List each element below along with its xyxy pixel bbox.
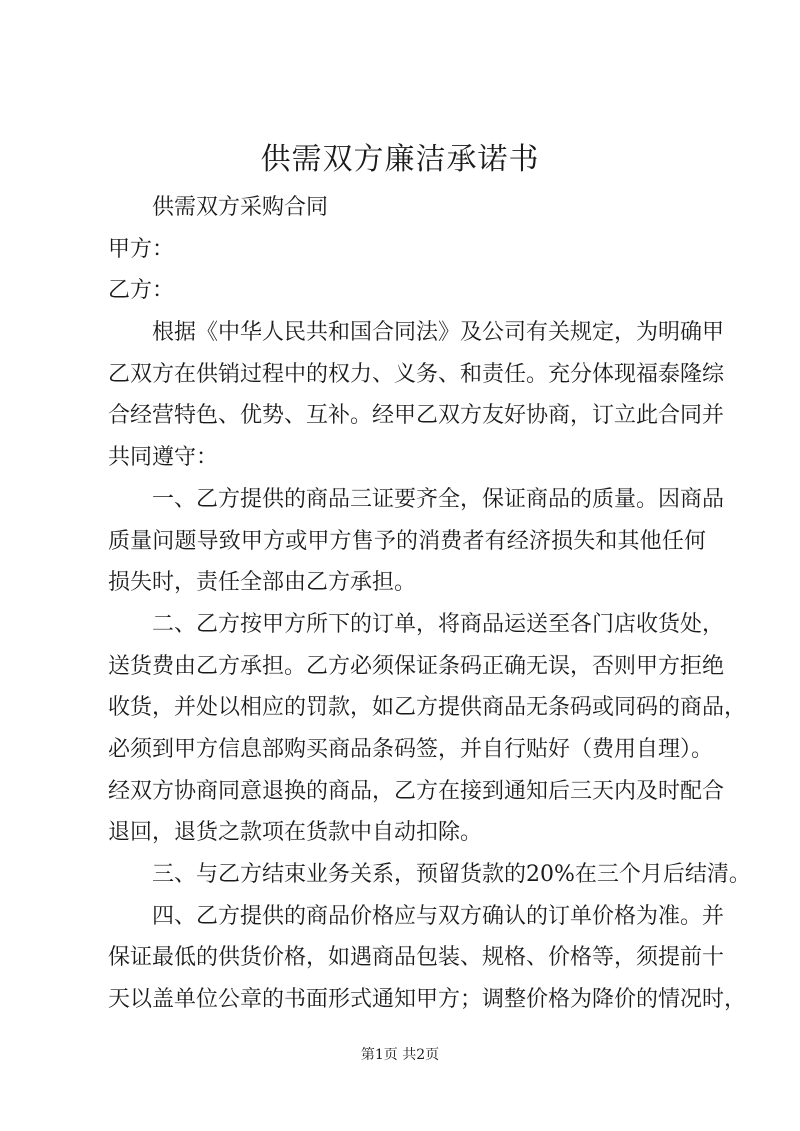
text-line: 经双方协商同意退换的商品，乙方在接到通知后三天内及时配合 [108,778,725,804]
text-line: 损失时，责任全部由乙方承担。 [108,570,417,596]
text-line: 乙方： [108,278,175,304]
text-line: 保证最低的供货价格，如遇商品包装、规格、价格等，须提前十 [108,945,725,971]
text-line: 必须到甲方信息部购买商品条码签，并自行贴好（费用自理）。 [108,736,714,762]
document-body [108,187,751,1021]
text-line: 送货费由乙方承担。乙方必须保证条码正确无误，否则甲方拒绝 [108,653,725,679]
paragraph [108,479,725,604]
text-line: 三、与乙方结束业务关系，预留货款的20%在三个月后结清。 [152,862,751,887]
paragraph [108,312,725,479]
text-line: 供需双方采购合同 [152,195,329,220]
paragraph [108,229,706,271]
text-line: 乙双方在供销过程中的权力、义务、和责任。充分体现福泰隆综 [108,361,725,387]
document-title: 供需双方廉洁承诺书 [260,142,540,177]
paragraph [108,854,751,896]
text-line: 收货，并处以相应的罚款，如乙方提供商品无条码或同码的商品， [108,695,747,721]
text-line: 根据《中华人民共和国合同法》及公司有关规定，为明确甲 [152,320,725,346]
text-line: 甲方： [108,236,175,262]
text-line: 共同遵守： [108,445,219,471]
paragraph [108,896,747,1021]
text-line: 二、乙方按甲方所下的订单，将商品运送至各门店收货处， [152,611,725,637]
paragraph [108,187,706,229]
page-footer: 第1页 共2页 [360,1047,440,1063]
text-line: 四、乙方提供的商品价格应与双方确认的订单价格为准。并 [152,903,725,929]
paragraph [108,604,747,854]
paragraph [108,270,706,312]
text-line: 一、乙方提供的商品三证要齐全，保证商品的质量。因商品 [152,486,725,512]
text-line: 天以盖单位公章的书面形式通知甲方；调整价格为降价的情况时， [108,987,747,1013]
text-line: 合经营特色、优势、互补。经甲乙双方友好协商，订立此合同并 [108,403,725,429]
text-line: 退回，退货之款项在货款中自动扣除。 [108,820,483,846]
text-line: 质量问题导致甲方或甲方售予的消费者有经济损失和其他任何 [108,528,706,554]
